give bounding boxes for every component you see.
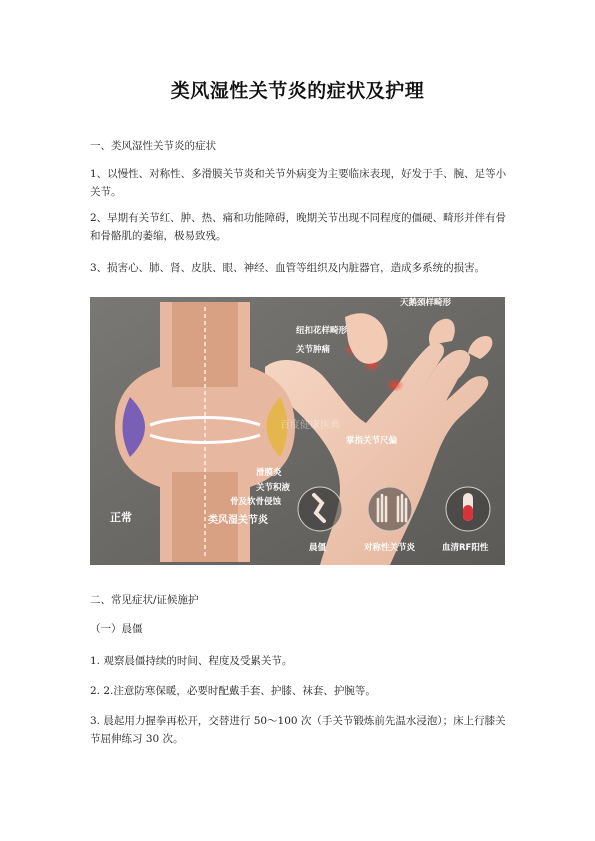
symmetric-hands-icon xyxy=(368,487,412,531)
icon-label-stiffness: 晨僵 xyxy=(309,543,327,553)
care-item-1: 1. 观察晨僵持续的时间、程度及受累关节。 xyxy=(90,655,293,667)
subsection-heading-stiffness: （一）晨僵 xyxy=(90,623,143,635)
label-ra: 类风湿关节炎 xyxy=(208,515,268,526)
icon-label-rf: 血清RF阳性 xyxy=(442,543,489,553)
label-ulnar-deviation: 掌指关节尺偏 xyxy=(346,436,398,446)
joint-illustration xyxy=(90,297,505,565)
page-title: 类风湿性关节炎的症状及护理 xyxy=(170,80,425,102)
label-swan-neck: 天鹅颈样畸形 xyxy=(400,298,452,308)
label-boutonniere: 纽扣花样畸形 xyxy=(296,326,348,336)
section-heading-symptoms: 一、类风湿性关节炎的症状 xyxy=(90,140,216,152)
blood-tube-icon xyxy=(446,487,490,531)
care-item-2: 2. 2.注意防寒保暖，必要时配戴手套、护膝、袜套、护腕等。 xyxy=(90,685,376,697)
stiffness-icon xyxy=(298,487,342,531)
label-normal: 正常 xyxy=(110,511,132,524)
label-effusion: 关节积液 xyxy=(256,483,291,493)
paragraph-3: 3、损害心、肺、肾、皮肤、眼、神经、血管等组织及内脏器官，造成多系统的损害。 xyxy=(90,262,486,274)
icon-label-symmetric: 对称性关节炎 xyxy=(364,543,416,553)
care-item-3: 3. 晨起用力握拳再松开，交替进行 50～100 次（手关节锻炼前先温水浸泡）；床上行膝关节屈伸练习 30 次。 xyxy=(90,715,506,745)
section-heading-care: 二、常见症状/证候施护 xyxy=(90,594,199,606)
paragraph-1: 1、以慢性、对称性、多滑膜关节炎和关节外病变为主要临床表现，好发于手、腕、足等小关节。 xyxy=(90,168,507,198)
label-swelling: 关节肿痛 xyxy=(296,345,331,355)
watermark-text: 百度健康医典 xyxy=(280,420,340,431)
label-synovitis: 滑膜炎 xyxy=(256,468,282,478)
label-erosion: 骨及软骨侵蚀 xyxy=(230,497,282,507)
paragraph-2: 2、早期有关节红、肿、热、痛和功能障碍，晚期关节出现不同程度的僵硬、畸形并伴有骨和骨骼肌的萎缩，极易致残。 xyxy=(90,212,507,242)
